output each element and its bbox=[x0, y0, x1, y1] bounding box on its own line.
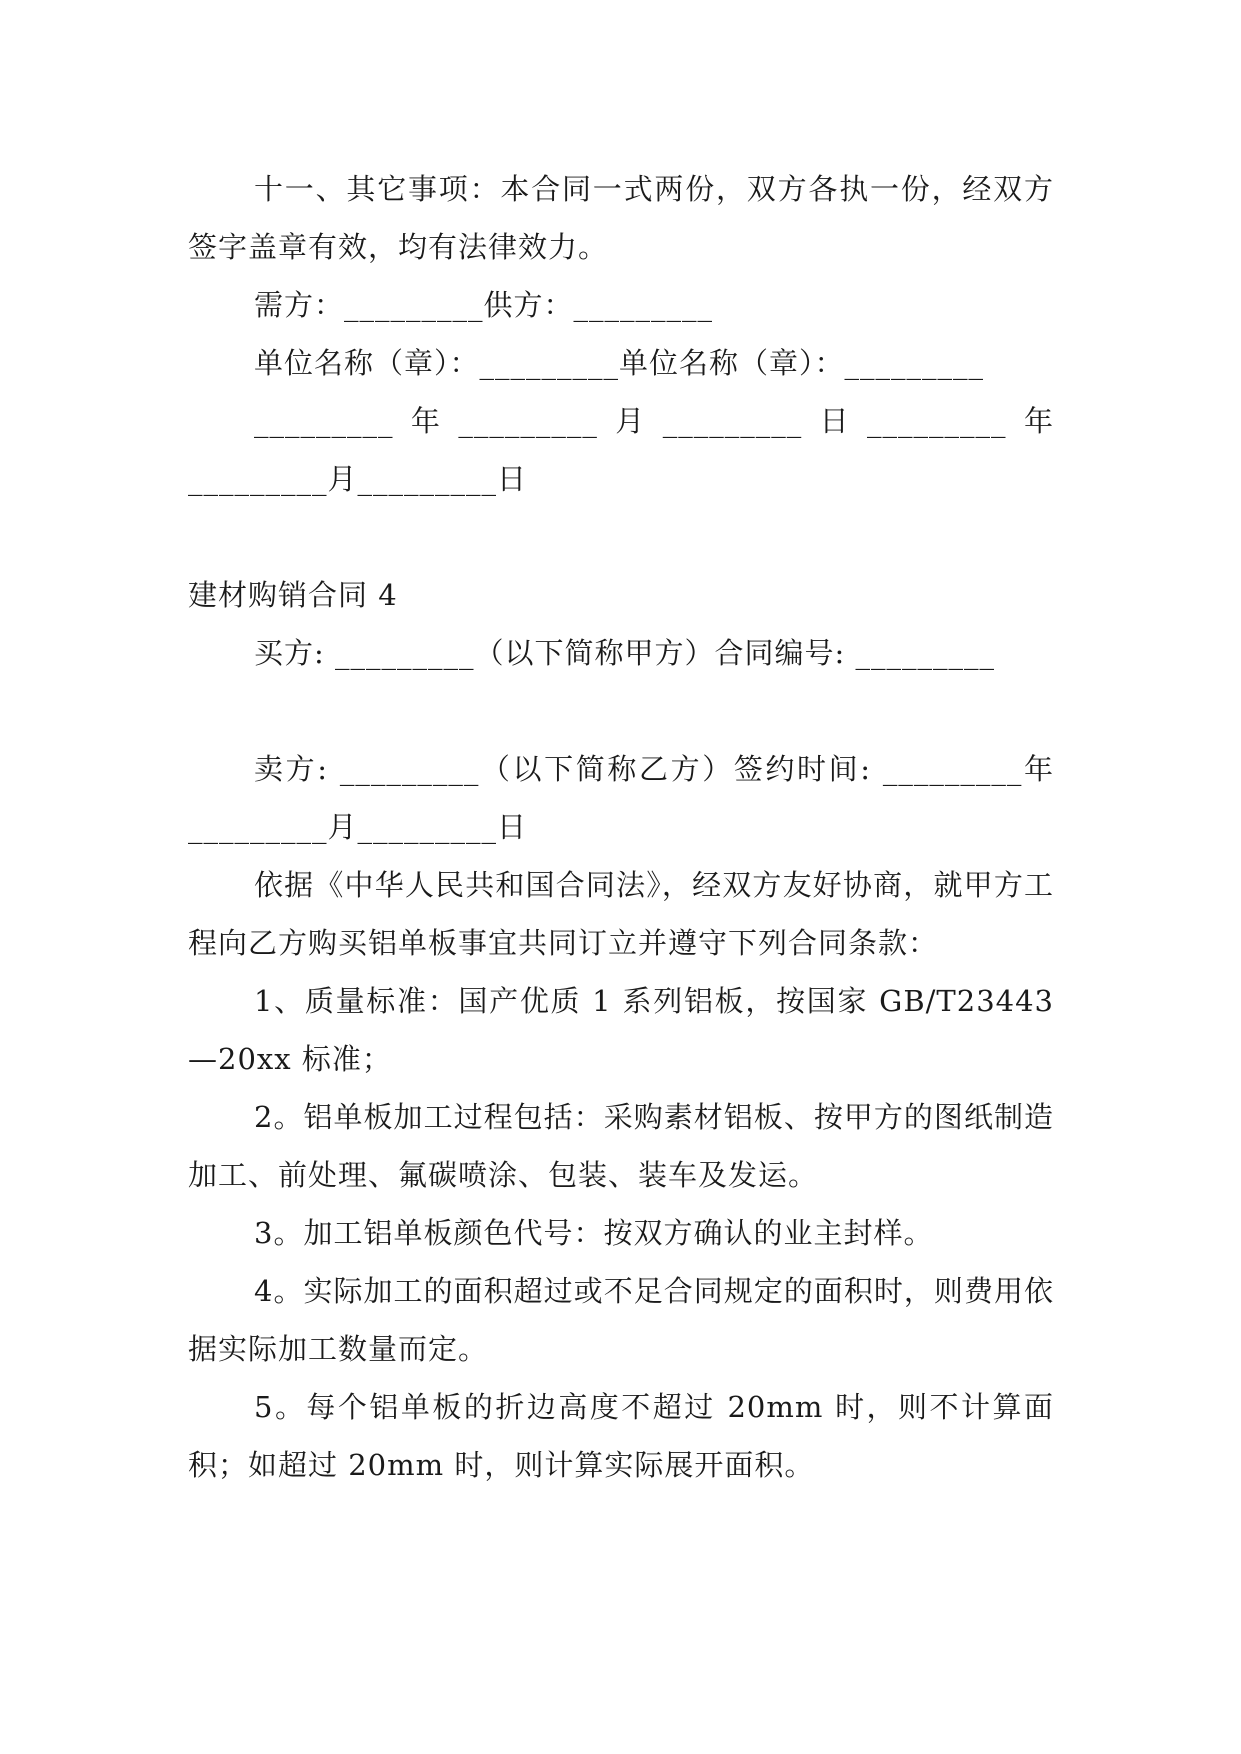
signature-dates: _________年_________月_________日_________年_________月_________日 bbox=[188, 404, 1054, 496]
signature-parties: 需方：_________供方：_________ bbox=[254, 288, 714, 322]
document-page bbox=[188, 160, 1054, 1494]
blank-gap bbox=[188, 682, 1054, 740]
preamble: 依据《中华人民共和国合同法》，经双方友好协商，就甲方工程向乙方购买铝单板事宜共同订立并遵守下列合同条款： bbox=[188, 868, 1054, 960]
clause-4: 4。实际加工的面积超过或不足合同规定的面积时，则费用依据实际加工数量而定。 bbox=[188, 1274, 1054, 1366]
section-gap bbox=[188, 508, 1054, 566]
clause-eleven: 十一、其它事项：本合同一式两份，双方各执一份，经双方签字盖章有效，均有法律效力。 bbox=[188, 172, 1054, 264]
seller-line: 卖方: _________（以下简称乙方）签约时间: _________年_________月_________日 bbox=[188, 752, 1054, 844]
clause-1: 1、质量标准：国产优质 1 系列铝板，按国家 GB/T23443—20xx 标准； bbox=[188, 984, 1054, 1076]
clause-3: 3。加工铝单板颜色代号：按双方确认的业主封样。 bbox=[254, 1216, 934, 1250]
buyer-line: 买方: _________（以下简称甲方）合同编号: _________ bbox=[254, 636, 995, 670]
clause-2: 2。铝单板加工过程包括：采购素材铝板、按甲方的图纸制造加工、前处理、氟碳喷涂、包装、装车及发运。 bbox=[188, 1100, 1054, 1192]
signature-units: 单位名称（章）：_________单位名称（章）：_________ bbox=[254, 346, 985, 380]
section-heading: 建材购销合同 4 bbox=[188, 578, 398, 612]
clause-5: 5。每个铝单板的折边高度不超过 20mm 时，则不计算面积；如超过 20mm 时，则计算实际展开面积。 bbox=[188, 1390, 1054, 1482]
